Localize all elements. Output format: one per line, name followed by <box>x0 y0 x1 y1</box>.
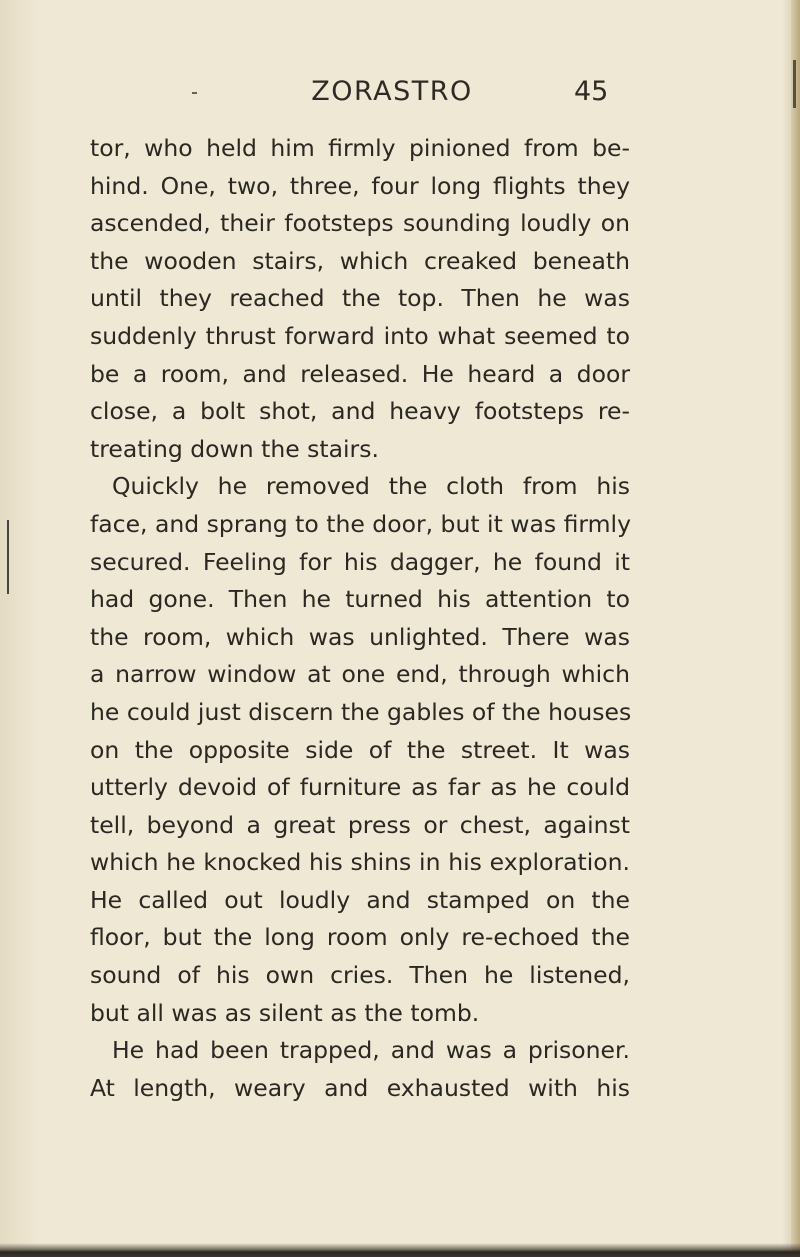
text-line: but all was as silent as the tomb. <box>90 998 480 1027</box>
page-number: 45 <box>574 76 609 107</box>
text-line: had gone. Then he turned his attention to <box>90 585 630 614</box>
text-line: on the opposite side of the street. It was <box>90 735 630 764</box>
text-line: He had been trapped, and was a prisoner. <box>112 1036 630 1065</box>
text-line: the room, which was unlighted. There was <box>90 622 630 651</box>
body-text <box>90 130 630 1107</box>
text-line: ascended, their footsteps sounding loudly on <box>90 209 630 238</box>
running-title: ZORASTRO <box>311 76 473 107</box>
page-right-edge <box>791 0 800 1257</box>
text-line: treating down the stairs. <box>90 434 379 463</box>
text-line: utterly devoid of furniture as far as he could <box>90 773 630 802</box>
text-line: a narrow window at one end, through which <box>90 660 630 689</box>
text-line: the wooden stairs, which creaked beneath <box>90 246 630 275</box>
margin-mark <box>7 520 9 594</box>
text-line: Quickly he removed the cloth from his <box>112 472 630 501</box>
text-line: At length, weary and exhausted with his <box>90 1073 630 1102</box>
text-line: He called out loudly and stamped on the <box>90 885 630 914</box>
text-line: he could just discern the gables of the houses <box>90 697 632 726</box>
text-line: close, a bolt shot, and heavy footsteps re- <box>90 397 630 426</box>
page-bottom-edge <box>0 1243 800 1257</box>
text-line: floor, but the long room only re-echoed the <box>90 923 630 952</box>
text-line: hind. One, two, three, four long flights they <box>90 171 630 200</box>
text-line: be a room, and released. He heard a door <box>90 359 630 388</box>
page-header <box>0 76 800 116</box>
text-line: secured. Feeling for his dagger, he found it <box>90 547 630 576</box>
text-line: sound of his own cries. Then he listened, <box>90 961 630 990</box>
text-line: until they reached the top. Then he was <box>90 284 630 313</box>
text-line: suddenly thrust forward into what seemed to <box>90 321 630 350</box>
header-dot <box>192 92 197 94</box>
text-line: tell, beyond a great press or chest, against <box>90 810 630 839</box>
text-line: face, and sprang to the door, but it was firmly <box>90 509 631 538</box>
text-line: which he knocked his shins in his exploration. <box>90 848 630 877</box>
text-line: tor, who held him firmly pinioned from be- <box>90 134 630 162</box>
